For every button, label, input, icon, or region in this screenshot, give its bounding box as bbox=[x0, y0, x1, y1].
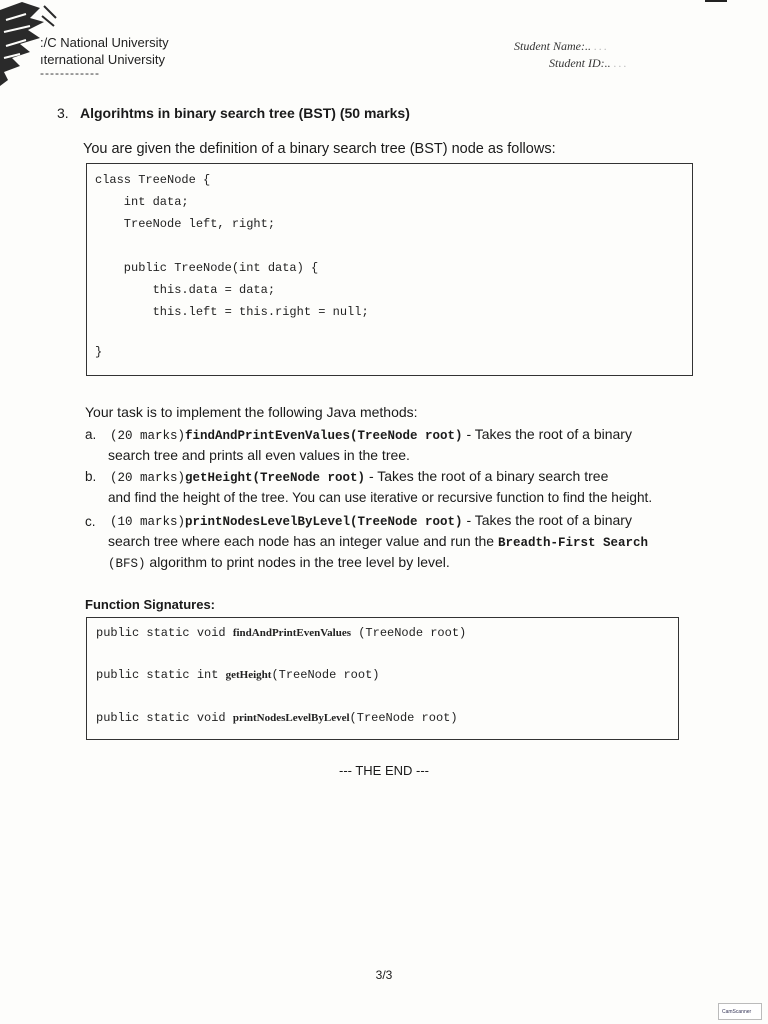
task-c-line3 bbox=[108, 554, 450, 571]
task-a-method: findAndPrintEvenValues(TreeNode root) bbox=[185, 429, 463, 443]
treenode-code-box bbox=[86, 163, 693, 376]
task-a-letter: a. bbox=[85, 427, 97, 442]
task-c-method: printNodesLevelByLevel(TreeNode root) bbox=[185, 515, 463, 529]
task-a-line1 bbox=[110, 426, 632, 443]
student-name-dots: ... bbox=[594, 39, 609, 53]
task-c-line2 bbox=[108, 533, 648, 550]
task-c-letter: c. bbox=[85, 514, 96, 529]
task-b-marks: (20 marks) bbox=[110, 471, 186, 485]
code-line: int data; bbox=[95, 195, 189, 209]
task-c-bfs-abbr: (BFS) bbox=[108, 557, 146, 571]
corner-mark bbox=[705, 0, 727, 2]
sig1-name: findAndPrintEvenValues bbox=[232, 627, 352, 639]
student-name-label: Student Name:.. bbox=[514, 39, 591, 53]
task-b-desc1: - Takes the root of a binary search tree bbox=[368, 468, 609, 484]
code-line: TreeNode left, right; bbox=[95, 217, 276, 231]
task-b-desc2: and find the height of the tree. You can use iterative or recursive function to find the height. bbox=[108, 490, 653, 505]
the-end-text: --- THE END --- bbox=[338, 763, 430, 778]
task-c-desc1: - Takes the root of a binary bbox=[466, 512, 632, 528]
signatures-code-box bbox=[86, 617, 679, 740]
page-number: 3/3 bbox=[375, 968, 393, 982]
task-c-desc3: algorithm to print nodes in the tree level by level. bbox=[149, 554, 450, 570]
task-a-desc2: search tree and prints all even values in the tree. bbox=[108, 447, 410, 463]
code-line: public TreeNode(int data) { bbox=[95, 261, 319, 275]
scanner-badge-label: CamScanner bbox=[722, 1009, 752, 1015]
university-name-line2: ıternational University bbox=[40, 52, 165, 67]
sig1-params: (TreeNode root) bbox=[351, 626, 467, 640]
task-c-line1 bbox=[110, 512, 632, 529]
code-line: this.data = data; bbox=[95, 283, 276, 297]
function-signatures-heading: Function Signatures: bbox=[85, 597, 215, 612]
code-line: class TreeNode { bbox=[95, 173, 211, 187]
task-c-bfs: Breadth-First Search bbox=[497, 536, 648, 550]
sig3-params: (TreeNode root) bbox=[349, 711, 458, 725]
sig2-params: (TreeNode root) bbox=[271, 668, 380, 682]
student-name-field bbox=[514, 39, 609, 54]
student-id-field bbox=[549, 56, 629, 71]
student-id-dots: ... bbox=[613, 56, 629, 70]
university-name-line1: :/C National University bbox=[40, 35, 169, 50]
header-dashes: ------------ bbox=[40, 66, 100, 80]
task-b-letter: b. bbox=[85, 469, 97, 484]
sig3-name: printNodesLevelByLevel bbox=[232, 712, 350, 724]
task-intro: Your task is to implement the following Java methods: bbox=[85, 404, 418, 420]
code-line: } bbox=[95, 345, 103, 359]
scanner-badge bbox=[718, 1003, 762, 1020]
signature-get-height bbox=[96, 668, 379, 682]
sig3-prefix: public static void bbox=[96, 711, 233, 725]
task-a-marks: (20 marks) bbox=[110, 429, 186, 443]
question-number: 3. bbox=[57, 105, 69, 121]
task-c-desc2: search tree where each node has an integer value and run the bbox=[108, 533, 495, 549]
code-line: this.left = this.right = null; bbox=[95, 305, 369, 319]
task-a-desc1: - Takes the root of a binary bbox=[466, 426, 632, 442]
signature-find-even bbox=[96, 626, 466, 640]
sig2-name: getHeight bbox=[225, 669, 272, 681]
sig2-prefix: public static int bbox=[96, 668, 226, 682]
signature-print-levels bbox=[96, 711, 458, 725]
task-b-line1 bbox=[110, 468, 608, 485]
student-id-label: Student ID:.. bbox=[549, 56, 611, 70]
question-intro: You are given the definition of a binary search tree (BST) node as follows: bbox=[83, 141, 556, 157]
task-b-method: getHeight(TreeNode root) bbox=[185, 471, 366, 485]
question-title: Algorihtms in binary search tree (BST) (50 marks) bbox=[80, 105, 410, 121]
task-c-marks: (10 marks) bbox=[110, 515, 186, 529]
sig1-prefix: public static void bbox=[96, 626, 233, 640]
